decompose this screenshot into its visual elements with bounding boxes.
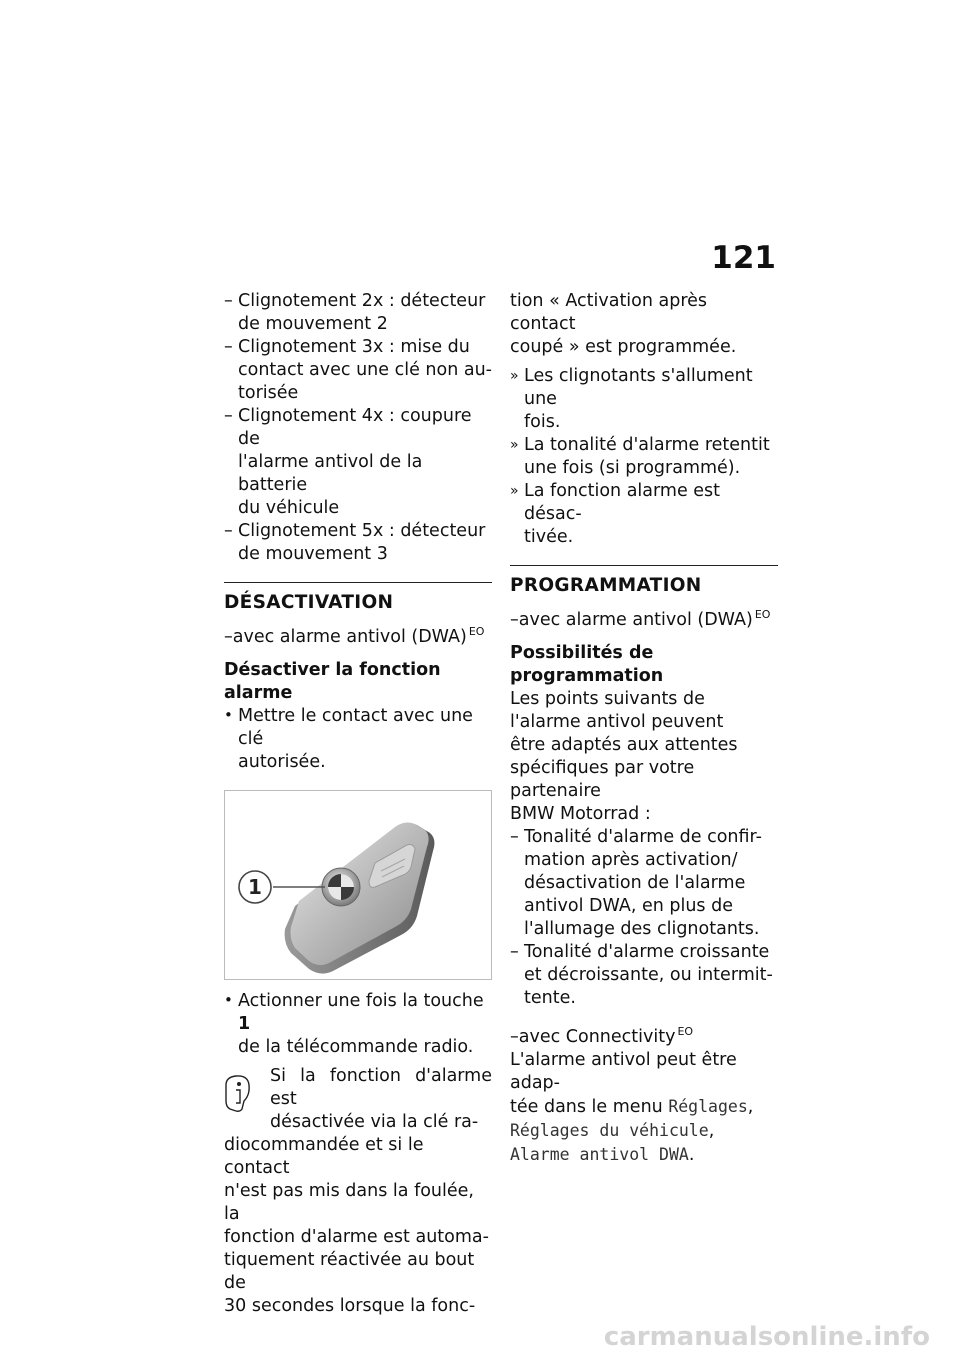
instruction-step: • Actionner une fois la touche 1 de la télécommande radio.	[224, 991, 484, 1057]
right-column	[510, 290, 778, 1167]
menu-path-settings: Réglages	[668, 1097, 748, 1116]
info-note: Si la fonction d'alarme est désactivée via la clé ra- diocommandée et si le contact n'est pas mis dans la foulée, la fonction d'alarme est automa- tiquement réactivée au bout de 30 secondes lorsque la fonc-	[224, 1066, 492, 1316]
list-item: – Clignotement 5x : détecteur de mouvement 3	[224, 521, 486, 564]
callout-number: 1	[248, 875, 262, 899]
condition-connectivity: –avec Connectivity $^{EO}$	[510, 1025, 694, 1047]
subheading-programming-options: Possibilités de programmation	[510, 643, 664, 686]
programming-intro: Les points suivants de l'alarme antivol peuvent être adaptés aux attentes spécifiques par votre partenaire BMW Motorrad :	[510, 689, 738, 824]
list-item: – Tonalité d'alarme de confir- mation après activation/ désactivation de l'alarme antivol DWA, en plus de l'allumage des clignotants.	[510, 827, 762, 939]
list-item: » La fonction alarme est désac- tivée.	[510, 481, 721, 547]
left-column	[224, 290, 492, 1318]
instruction-step: • Mettre le contact avec une clé autorisée.	[224, 706, 473, 772]
key-fob-illustration	[225, 791, 493, 981]
subheading-deactivate-alarm: Désactiver la fonction alarme	[224, 660, 441, 703]
note-continuation: tion « Activation après contact coupé » est programmée.	[510, 291, 737, 357]
programming-options	[510, 826, 778, 1010]
result-list	[510, 365, 778, 549]
list-item: – Clignotement 3x : mise du contact avec une clé non au- torisée	[224, 337, 492, 403]
page-number: 121	[711, 240, 776, 276]
menu-path-alarm: Alarme antivol DWA	[510, 1145, 689, 1164]
condition-dwa: –avec alarme antivol (DWA) $^{EO}$	[510, 608, 771, 630]
info-icon	[224, 1073, 252, 1113]
blink-list	[224, 290, 492, 566]
key-fob-figure	[224, 790, 492, 980]
list-item: » Les clignotants s'allument une fois.	[510, 366, 753, 432]
section-title-deactivation: DÉSACTIVATION	[224, 582, 492, 614]
list-item: – Clignotement 2x : détecteur de mouvement 2	[224, 291, 486, 334]
menu-path-paragraph: L'alarme antivol peut être adap- tée dans le menu Réglages, Réglages du véhicule, Alarme antivol DWA.	[510, 1050, 754, 1165]
section-title-programming: PROGRAMMATION	[510, 565, 778, 597]
key-fob	[285, 823, 435, 974]
list-item: – Clignotement 4x : coupure de l'alarme antivol de la batterie du véhicule	[224, 406, 472, 518]
list-item: » La tonalité d'alarme retentit une fois (si programmé).	[510, 435, 770, 478]
watermark: carmanualsonline.info	[603, 1322, 930, 1352]
condition-dwa: –avec alarme antivol (DWA) $^{EO}$	[224, 625, 485, 647]
bmw-logo-button	[322, 868, 360, 906]
menu-path-vehicle-settings: Réglages du véhicule	[510, 1121, 709, 1140]
list-item: – Tonalité d'alarme croissante et décroissante, ou intermit- tente.	[510, 942, 773, 1008]
